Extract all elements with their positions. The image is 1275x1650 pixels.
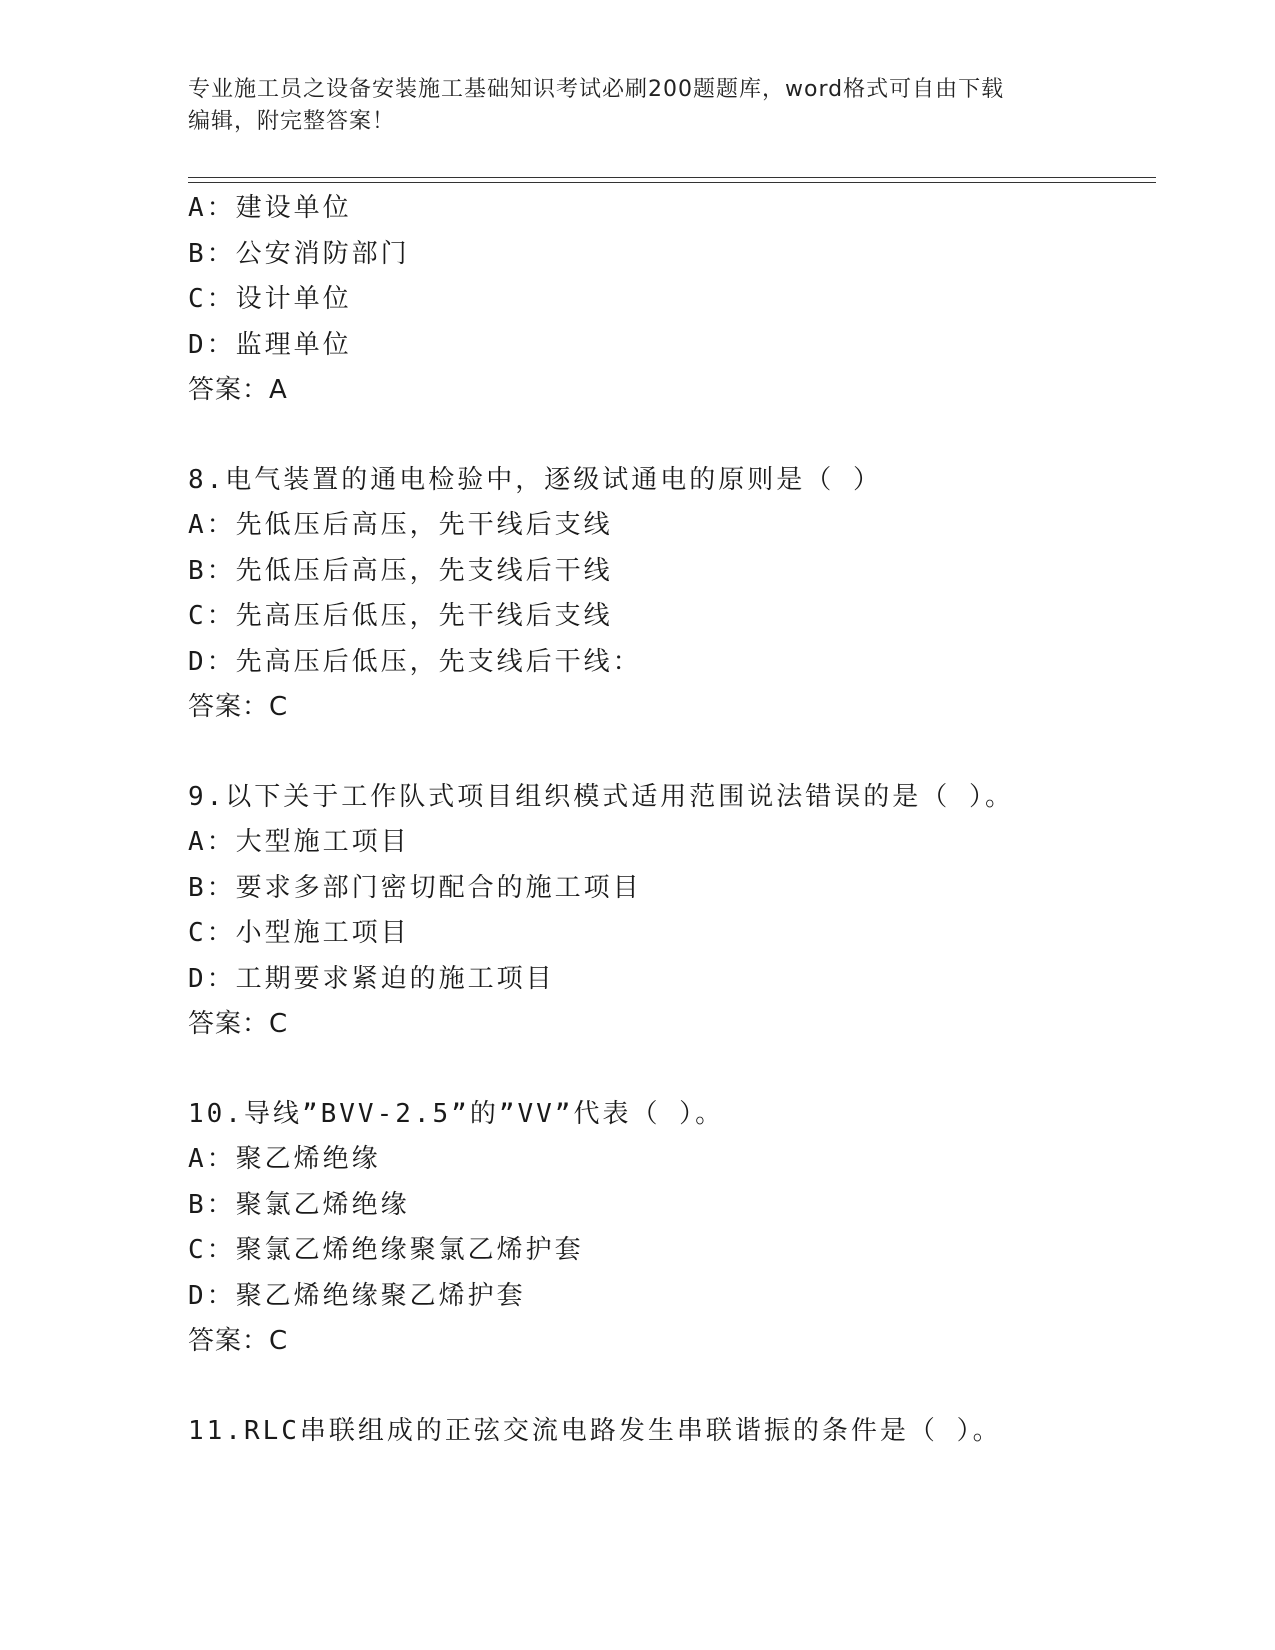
question-stem: 8.电气装置的通电检验中，逐级试通电的原则是（ ） [188,464,882,495]
option-d: D：监理单位 [188,329,352,360]
header-title-line-2: 编辑，附完整答案！ [188,109,396,134]
question-list [188,186,1148,1454]
question-stem: 11.RLC串联组成的正弦交流电路发生串联谐振的条件是（ ）。 [188,1415,1002,1446]
header-title-line-1: 专业施工员之设备安装施工基础知识考试必刷200题题库，word格式可自由下载 [188,77,1005,102]
question-stem: 10.导线”BVV-2.5”的”VV”代表（ ）。 [188,1098,725,1129]
question-stem: 9.以下关于工作队式项目组织模式适用范围说法错误的是（ ）。 [188,781,1014,812]
option-c: C：小型施工项目 [188,918,410,948]
question-8 [188,458,1148,731]
spacer [188,1048,1148,1092]
option-a: A：聚乙烯绝缘 [188,1144,381,1174]
option-b: B：公安消防部门 [188,238,410,269]
option-c: C：聚氯乙烯绝缘聚氯乙烯护套 [188,1235,584,1265]
option-a: A：建设单位 [188,193,352,223]
option-d: D：聚乙烯绝缘聚乙烯护套 [188,1280,526,1311]
question-7-partial [188,186,1148,414]
option-a: A：先低压后高压，先干线后支线 [188,510,613,540]
option-d: D：工期要求紧迫的施工项目 [188,963,555,994]
header-divider-bottom [188,182,1156,183]
answer-label: 答案：C [188,1009,289,1039]
question-10 [188,1092,1148,1365]
spacer [188,1365,1148,1409]
question-9 [188,775,1148,1048]
document-header [188,74,1068,138]
header-divider-top [188,177,1156,178]
question-11 [188,1409,1148,1455]
answer-label: 答案：A [188,375,288,405]
answer-label: 答案：C [188,692,289,722]
spacer [188,731,1148,775]
option-b: B：要求多部门密切配合的施工项目 [188,872,642,903]
option-a: A：大型施工项目 [188,827,410,857]
option-c: C：先高压后低压，先干线后支线 [188,601,613,631]
answer-label: 答案：C [188,1326,289,1356]
option-d: D：先高压后低压，先支线后干线： [188,646,642,677]
option-b: B：聚氯乙烯绝缘 [188,1189,410,1220]
spacer [188,414,1148,458]
option-b: B：先低压后高压，先支线后干线 [188,555,613,586]
option-c: C：设计单位 [188,284,352,314]
